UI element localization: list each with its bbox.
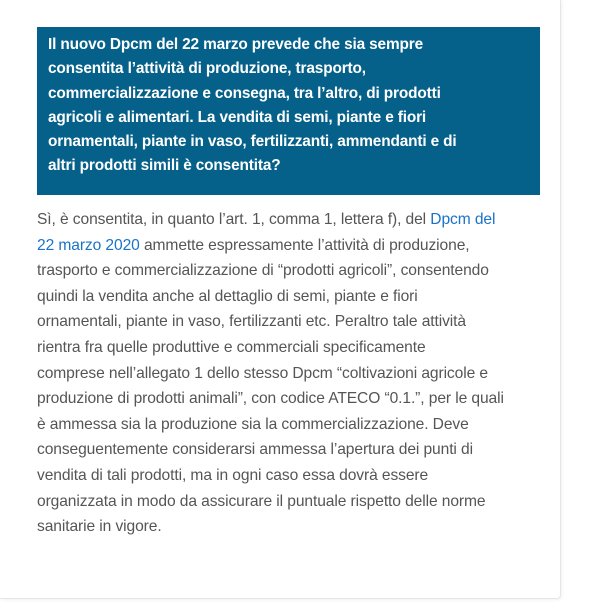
question-line: Il nuovo Dpcm del 22 marzo prevede che sia sempre [48,36,423,53]
question-line: ornamentali, piante in vaso, fertilizzanti, ammendanti e di [48,133,457,151]
answer-line: produzione di prodotti animali”, con codice ATECO “0.1.”, per le quali [37,390,504,408]
answer-line: sanitarie in vigore. [37,518,162,536]
faq-question [37,27,540,195]
question-line: consentita l’attività di produzione, trasporto, [48,60,366,78]
dpcm-link[interactable]: 22 marzo 2020 [37,236,140,254]
answer-line: rientra fra quelle produttive e commerciali specificamente [37,338,426,356]
dpcm-link[interactable]: Dpcm del [430,211,496,228]
answer-line: conseguentemente considerarsi ammessa l’apertura dei punti di [37,441,473,459]
answer-line: organizzata in modo da assicurare il puntuale rispetto delle norme [37,492,486,510]
answer-line: quindi la vendita anche al dettaglio di semi, piante e fiori [37,287,418,305]
answer-text: ammette espressamente l’attività di produzione, [139,236,470,254]
faq-answer [37,207,547,540]
answer-line [37,233,547,259]
answer-line: è ammessa sia la produzione sia la commercializzazione. Deve [37,415,469,433]
answer-line: comprese nell’allegato 1 dello stesso Dpcm “coltivazioni agricole e [37,364,488,382]
answer-line: trasporto e commercializzazione di “prodotti agricoli”, consentendo [37,262,489,280]
question-line: altri prodotti simili è consentita? [48,157,281,175]
answer-line: vendita di tali prodotti, ma in ogni caso essa dovrà essere [37,466,429,484]
answer-text: Sì, è consentita, in quanto l’art. 1, comma 1, lettera f), del [37,211,431,228]
answer-line [37,207,547,233]
question-line: commercializzazione e consegna, tra l’altro, di prodotti [48,84,441,102]
answer-line: ornamentali, piante in vaso, fertilizzanti etc. Peraltro tale attività [37,313,466,331]
question-line: agricoli e alimentari. La vendita di semi, piante e fiori [48,108,427,126]
